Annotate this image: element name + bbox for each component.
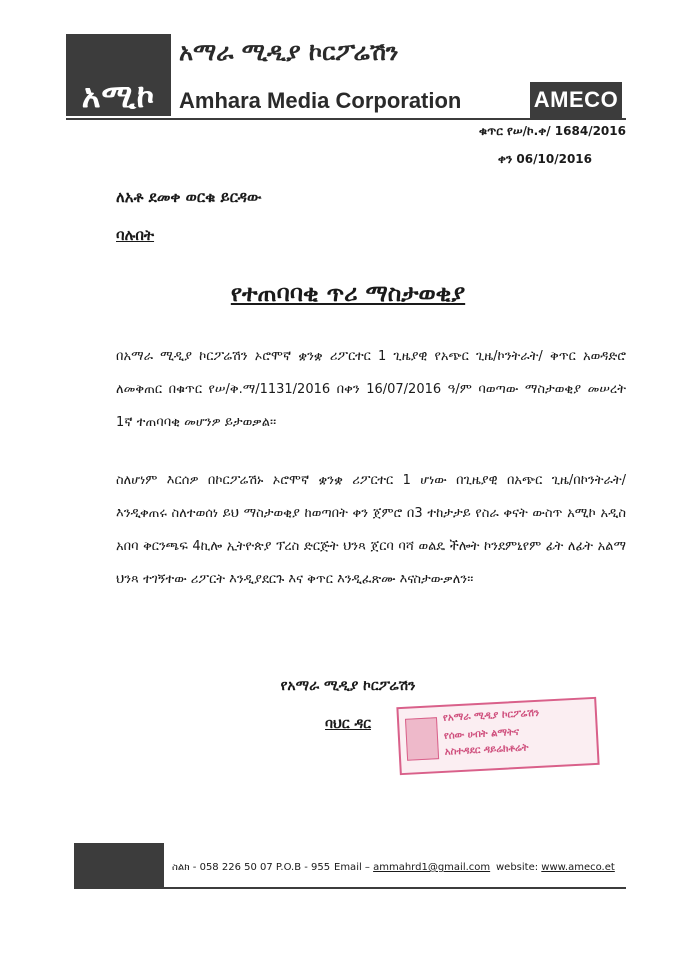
logo-text: አሚኮ bbox=[81, 77, 156, 115]
footer-divider bbox=[74, 887, 626, 889]
reference-number: ቁጥር የሠ/ኮ.ቀ/ 1684/2016 bbox=[478, 124, 626, 138]
header-divider bbox=[66, 118, 626, 120]
letter-date: ቀን 06/10/2016 bbox=[497, 152, 592, 166]
stamp-line-2: የሰው ሀብት ልማትና bbox=[443, 726, 520, 742]
body-paragraph-2: ስለሆነም እርሰዎ በኮርፖሬሽኑ ኦሮሞኛ ቋንቋ ሪፖርተር 1 ሆነው በጊዜያዊ በአጭር ጊዜ/በኮንትራት/ እንዲቀጠሩ ስለተወሰነ ይህ ማስታወቂያ ከወጣበት ቀን ጀምሮ በ3 ተከታታይ የስራ ቀናት ውስጥ አሚኮ አዲስ አበባ ቅርንጫፍ 4ኪሎ ኢትዮጵያ ፕረስ ድርጅት ህንጻ ጀርባ ባሻ ወልዴ ችሎት ኮንደምኒየም ፊት ለፊት አልማ ህንጻ ተገኝተው ሪፖርት እንዲያደርጉ እና ቅጥር እንዲፈጽሙ እናስታውቃለን፡፡ bbox=[116, 473, 626, 587]
org-name-english: Amhara Media Corporation bbox=[179, 88, 462, 113]
company-logo bbox=[66, 34, 171, 116]
footer-logo-block bbox=[74, 843, 164, 887]
org-name-amharic: አማራ ሚዲያ ኮርፖሬሽን bbox=[179, 38, 399, 66]
footer-website-label: website: bbox=[496, 862, 542, 873]
footer-email-link[interactable]: ammahrd1@gmail.com bbox=[373, 862, 491, 873]
stamp-line-3: አስተዳደር ዳይሬክቶሬት bbox=[444, 742, 529, 758]
footer-website-link[interactable]: www.ameco.et bbox=[541, 862, 615, 873]
footer-email-label: Email – bbox=[334, 862, 374, 873]
letter-subject: የተጠባባቂ ጥሪ ማስታወቂያ bbox=[230, 281, 466, 307]
ameco-badge: AMECO bbox=[530, 82, 622, 118]
signature-organization: የአማራ ሚዲያ ኮርፖሬሽን bbox=[280, 678, 416, 694]
footer-email bbox=[334, 862, 490, 873]
recipient-location: ባሉበት bbox=[116, 226, 155, 244]
stamp-logo-icon bbox=[405, 717, 439, 761]
body-paragraph-1: በአማራ ሚዲያ ኮርፖሬሽን ኦሮሞኛ ቋንቋ ሪፖርተር 1 ጊዜያዊ የአጭር ጊዜ/ኮንትራት/ ቅጥር አወዳድሮ ለመቅጠር በቁጥር የሠ/ቅ.ማ/1131/2016 በቀን 16/07/2016 ዓ/ም ባወጣው ማስታወቂያ መሠረት 1ኛ ተጠባባቂ መሆንዎ ይታወቃል፡፡ bbox=[116, 349, 626, 430]
stamp-line-1: የአማራ ሚዲያ ኮርፖሬሽን bbox=[442, 707, 540, 724]
signature-city: ባህር ዳር bbox=[325, 716, 371, 732]
official-stamp bbox=[396, 697, 599, 775]
footer-phone: ስልክ - 058 226 50 07 P.O.B - 955 bbox=[172, 862, 331, 873]
footer-website bbox=[496, 862, 615, 873]
recipient-name: ለአቶ ደመቀ ወርቁ ይርዳው bbox=[116, 188, 262, 206]
